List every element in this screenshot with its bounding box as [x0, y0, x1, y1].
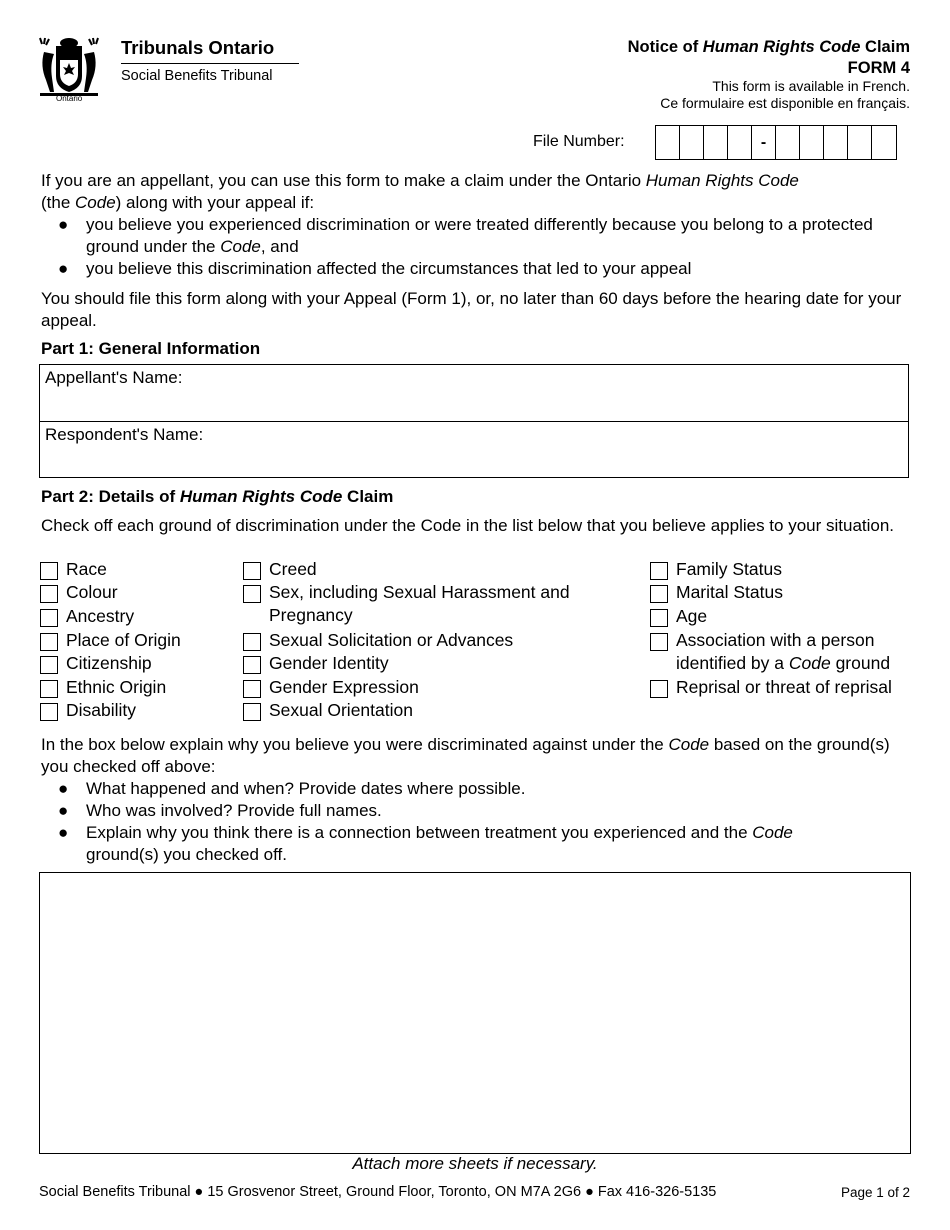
- form-title: Notice of Human Rights Code Claim: [627, 38, 910, 56]
- respondent-name-field[interactable]: [40, 421, 908, 477]
- page-number: Page 1 of 2: [840, 1185, 910, 1200]
- checkbox[interactable]: [650, 633, 668, 651]
- form-header: [628, 36, 910, 112]
- ground-sexual-solicitation[interactable]: Sexual Solicitation or Advances: [243, 629, 513, 652]
- ground-sex[interactable]: Sex, including Sexual Harassment and Pregnancy: [243, 581, 570, 627]
- file-number-digit[interactable]: [800, 126, 824, 159]
- availability-fr: Ce formulaire est disponible en français.: [660, 95, 910, 111]
- checkbox[interactable]: [40, 609, 58, 627]
- list-item: ● you believe you experienced discrimination or were treated differently because you belong to a protected ground under the Code, and: [58, 215, 873, 256]
- checkbox[interactable]: [40, 562, 58, 580]
- appellant-name-label: Appellant's Name:: [45, 368, 183, 387]
- respondent-name-label: Respondent's Name:: [45, 425, 204, 444]
- checkbox[interactable]: [243, 656, 261, 674]
- checkbox[interactable]: [243, 585, 261, 603]
- checkbox[interactable]: [650, 680, 668, 698]
- footer-address: Social Benefits Tribunal ● 15 Grosvenor Street, Ground Floor, Toronto, ON M7A 2G6 ● Fax 416-326-5135: [39, 1184, 717, 1200]
- logo-caption: Ontario: [56, 94, 83, 103]
- file-number-digit[interactable]: [872, 126, 896, 159]
- explanation-instructions: [41, 734, 911, 866]
- ground-association[interactable]: Association with a person identified by a Code ground: [650, 629, 890, 675]
- ground-race[interactable]: Race: [40, 558, 107, 581]
- file-number-digit[interactable]: [776, 126, 800, 159]
- explanation-textarea[interactable]: [39, 872, 911, 1154]
- explanation-intro: In the box below explain why you believe you were discriminated against under the Code based on the ground(s) you checked off above:: [41, 735, 890, 776]
- file-number-separator: -: [752, 126, 776, 159]
- file-number-digit[interactable]: [824, 126, 848, 159]
- list-item: ● Explain why you think there is a connection between treatment you experienced and the Code ground(s) you checked off.: [58, 823, 793, 864]
- filing-deadline-paragraph: You should file this form along with your Appeal (Form 1), or, no later than 60 days before the hearing date for your appeal.: [41, 289, 902, 330]
- ground-creed[interactable]: Creed: [243, 558, 317, 581]
- ground-place-of-origin[interactable]: Place of Origin: [40, 629, 181, 652]
- ground-marital-status[interactable]: Marital Status: [650, 581, 783, 604]
- ground-reprisal[interactable]: Reprisal or threat of reprisal: [650, 676, 892, 699]
- explanation-bullets: [41, 778, 911, 866]
- intro-section: [41, 170, 911, 280]
- appellant-name-field[interactable]: [40, 365, 908, 421]
- ground-sexual-orientation[interactable]: Sexual Orientation: [243, 699, 413, 722]
- ground-citizenship[interactable]: Citizenship: [40, 652, 152, 675]
- grounds-checklist: [40, 558, 920, 728]
- general-information-box: [39, 364, 909, 478]
- file-number-label: File Number:: [533, 133, 625, 150]
- ground-family-status[interactable]: Family Status: [650, 558, 782, 581]
- part2-instruction: Check off each ground of discrimination under the Code in the list below that you believe applies to your situation.: [41, 516, 895, 535]
- ground-gender-expression[interactable]: Gender Expression: [243, 676, 419, 699]
- checkbox[interactable]: [243, 562, 261, 580]
- ground-age[interactable]: Age: [650, 605, 707, 628]
- list-item: ● you believe this discrimination affected the circumstances that led to your appeal: [58, 259, 692, 278]
- intro-paragraph: If you are an appellant, you can use this form to make a claim under the Ontario Human Rights Code (the Code) along with your appeal if:: [41, 171, 799, 212]
- checkbox[interactable]: [243, 703, 261, 721]
- part2-heading: Part 2: Details of Human Rights Code Claim: [41, 487, 394, 506]
- checkbox[interactable]: [40, 585, 58, 603]
- checkbox[interactable]: [40, 656, 58, 674]
- list-item: ● Who was involved? Provide full names.: [58, 801, 382, 820]
- ground-ethnic-origin[interactable]: Ethnic Origin: [40, 676, 166, 699]
- intro-bullets: [41, 214, 911, 280]
- org-subtitle: Social Benefits Tribunal: [121, 68, 273, 84]
- list-item: ● What happened and when? Provide dates where possible.: [58, 779, 526, 798]
- org-name: Tribunals Ontario: [121, 37, 275, 58]
- checkbox[interactable]: [40, 680, 58, 698]
- checkbox[interactable]: [650, 562, 668, 580]
- ground-disability[interactable]: Disability: [40, 699, 136, 722]
- ground-ancestry[interactable]: Ancestry: [40, 605, 134, 628]
- ontario-coat-of-arms-logo: [36, 36, 102, 106]
- availability-en: This form is available in French.: [712, 78, 910, 94]
- checkbox[interactable]: [40, 633, 58, 651]
- org-divider: [121, 63, 299, 64]
- checkbox[interactable]: [650, 585, 668, 603]
- checkbox[interactable]: [243, 633, 261, 651]
- file-number-digit[interactable]: [704, 126, 728, 159]
- ground-gender-identity[interactable]: Gender Identity: [243, 652, 389, 675]
- file-number-digit[interactable]: [728, 126, 752, 159]
- file-number-digit[interactable]: [680, 126, 704, 159]
- part1-heading: Part 1: General Information: [41, 339, 261, 358]
- checkbox[interactable]: [243, 680, 261, 698]
- attach-sheets-note: Attach more sheets if necessary.: [352, 1154, 598, 1173]
- checkbox[interactable]: [650, 609, 668, 627]
- ground-colour[interactable]: Colour: [40, 581, 118, 604]
- form-number: FORM 4: [847, 59, 910, 77]
- file-number-digit[interactable]: [848, 126, 872, 159]
- file-number-digit[interactable]: [656, 126, 680, 159]
- checkbox[interactable]: [40, 703, 58, 721]
- file-number-field[interactable]: [655, 125, 897, 160]
